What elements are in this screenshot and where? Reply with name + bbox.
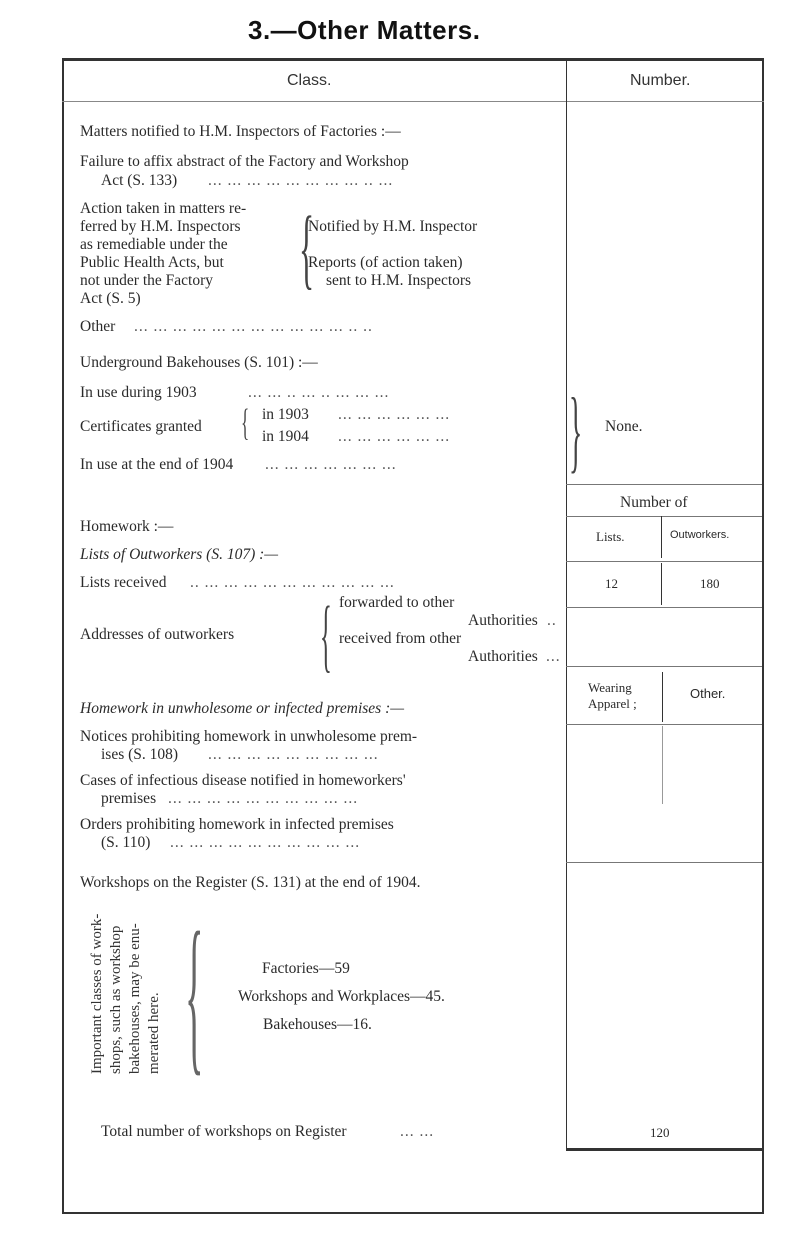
leader-dots: ... — [546, 648, 561, 665]
leader-dots: ... ... ... ... ... ... ... — [265, 456, 397, 473]
col-rule — [662, 726, 663, 804]
table-right-border — [762, 58, 764, 1214]
forwarded-line-1: forwarded to other — [339, 594, 455, 611]
column-divider — [566, 58, 567, 1151]
homework-heading: Homework :— — [80, 518, 174, 535]
leader-dots: ... ... .. ... .. ... ... ... — [248, 384, 390, 401]
rule — [566, 666, 762, 667]
lists-col-header: Lists. — [596, 529, 625, 544]
brace-icon: { — [299, 199, 315, 298]
side-note — [88, 914, 164, 1074]
matters-heading: Matters notified to H.M. Inspectors of Factories :— — [80, 123, 401, 140]
notices-line-2: ises (S. 108) — [101, 746, 179, 763]
brace-icon: { — [185, 896, 204, 1090]
failure-line-1: Failure to affix abstract of the Factory and Workshop — [80, 153, 409, 170]
leader-dots: ... ... — [400, 1123, 435, 1140]
received-line-1: received from other — [339, 630, 462, 647]
outworkers-col-header: Outworkers. — [670, 529, 730, 541]
action-line-3: as remediable under the — [80, 236, 228, 253]
class-header: Class. — [287, 72, 332, 89]
rule — [566, 607, 762, 608]
brace-icon: { — [320, 589, 332, 680]
total-workshops-value: 120 — [650, 1125, 670, 1140]
rule — [566, 561, 762, 562]
total-workshops-label: Total number of workshops on Register — [101, 1123, 347, 1140]
number-of-header: Number of — [620, 494, 688, 511]
certificates-granted: Certificates granted — [80, 418, 202, 435]
outworkers-value: 180 — [700, 576, 720, 591]
in-use-end-1904: In use at the end of 1904 — [80, 456, 234, 473]
notices-line-1: Notices prohibiting homework in unwholesome prem- — [80, 728, 418, 745]
number-header: Number. — [630, 72, 691, 89]
failure-line-2: Act (S. 133) — [101, 172, 178, 189]
leader-dots: .. ... ... ... ... ... ... ... ... ... ... — [190, 574, 395, 591]
factories-count: Factories—59 — [262, 960, 350, 977]
notified-by-inspector: Notified by H.M. Inspector — [308, 218, 478, 235]
col-rule — [662, 672, 663, 722]
in-use-1903: In use during 1903 — [80, 384, 197, 401]
reports-line-1: Reports (of action taken) — [308, 254, 463, 271]
page-title: 3.—Other Matters. — [248, 15, 481, 45]
action-line-2: ferred by H.M. Inspectors — [80, 218, 241, 235]
action-line-4: Public Health Acts, but — [80, 254, 224, 271]
wearing-apparel-header-1: Wearing — [588, 680, 632, 695]
forwarded-line-2: Authorities — [468, 612, 538, 629]
unwholesome-heading: Homework in unwholesome or infected premises :— — [80, 700, 405, 717]
side-note-line-1: Important classes of work- — [89, 913, 105, 1074]
leader-dots: .. — [547, 612, 557, 629]
reports-line-2: sent to H.M. Inspectors — [326, 272, 472, 289]
certificates-1903: in 1903 — [262, 406, 309, 423]
lists-of-outworkers: Lists of Outworkers (S. 107) :— — [80, 546, 279, 563]
table-top-border — [62, 58, 764, 61]
other-label: Other — [80, 318, 116, 335]
none-value: None. — [605, 418, 643, 435]
bakehouses-count: Bakehouses—16. — [263, 1016, 372, 1033]
rule — [566, 516, 762, 517]
leader-dots: ... ... ... ... ... ... ... ... ... ... — [170, 834, 361, 851]
received-line-2: Authorities — [468, 648, 538, 665]
addresses-of-outworkers: Addresses of outworkers — [80, 626, 235, 643]
other-col-header: Other. — [690, 686, 726, 701]
bakehouses-heading: Underground Bakehouses (S. 101) :— — [80, 354, 318, 371]
rule — [566, 724, 762, 725]
cases-line-2: premises — [101, 790, 157, 807]
cases-line-1: Cases of infectious disease notified in homeworkers' — [80, 772, 406, 789]
action-line-5: not under the Factory — [80, 272, 214, 289]
side-note-line-4: merated here. — [146, 992, 162, 1074]
workshops-heading: Workshops on the Register (S. 131) at the end of 1904. — [80, 874, 421, 891]
wearing-apparel-header-2: Apparel ; — [588, 696, 637, 711]
orders-line-1: Orders prohibiting homework in infected premises — [80, 816, 394, 833]
workplaces-count: Workshops and Workplaces—45. — [238, 988, 445, 1005]
action-line-6: Act (S. 5) — [80, 290, 141, 307]
leader-dots: ... ... ... ... ... ... ... ... ... ... ... .. .. — [134, 318, 373, 335]
leader-dots: ... ... ... ... ... ... — [338, 406, 451, 423]
lists-value: 12 — [605, 576, 618, 591]
brace-icon: } — [569, 379, 583, 481]
orders-line-2: (S. 110) — [101, 834, 151, 851]
rule — [566, 484, 762, 485]
lists-received: Lists received — [80, 574, 167, 591]
leader-dots: ... ... ... ... ... ... ... ... .. ... — [208, 172, 394, 189]
leader-dots: ... ... ... ... ... ... ... ... ... — [208, 746, 379, 763]
bottom-rule — [566, 1148, 762, 1151]
side-note-line-2: shops, such as workshop — [108, 925, 124, 1074]
col-rule — [661, 563, 662, 605]
action-line-1: Action taken in matters re- — [80, 200, 247, 217]
leader-dots: ... ... ... ... ... ... ... ... ... ... — [168, 790, 359, 807]
header-divider — [62, 101, 764, 102]
side-note-line-3: bakehouses, may be enu- — [127, 923, 143, 1074]
table-left-border — [62, 58, 64, 1214]
col-rule — [661, 516, 662, 558]
brace-icon: { — [241, 402, 250, 444]
table-bottom-border — [62, 1212, 764, 1214]
certificates-1904: in 1904 — [262, 428, 309, 445]
rule — [566, 862, 762, 863]
leader-dots: ... ... ... ... ... ... — [338, 428, 451, 445]
